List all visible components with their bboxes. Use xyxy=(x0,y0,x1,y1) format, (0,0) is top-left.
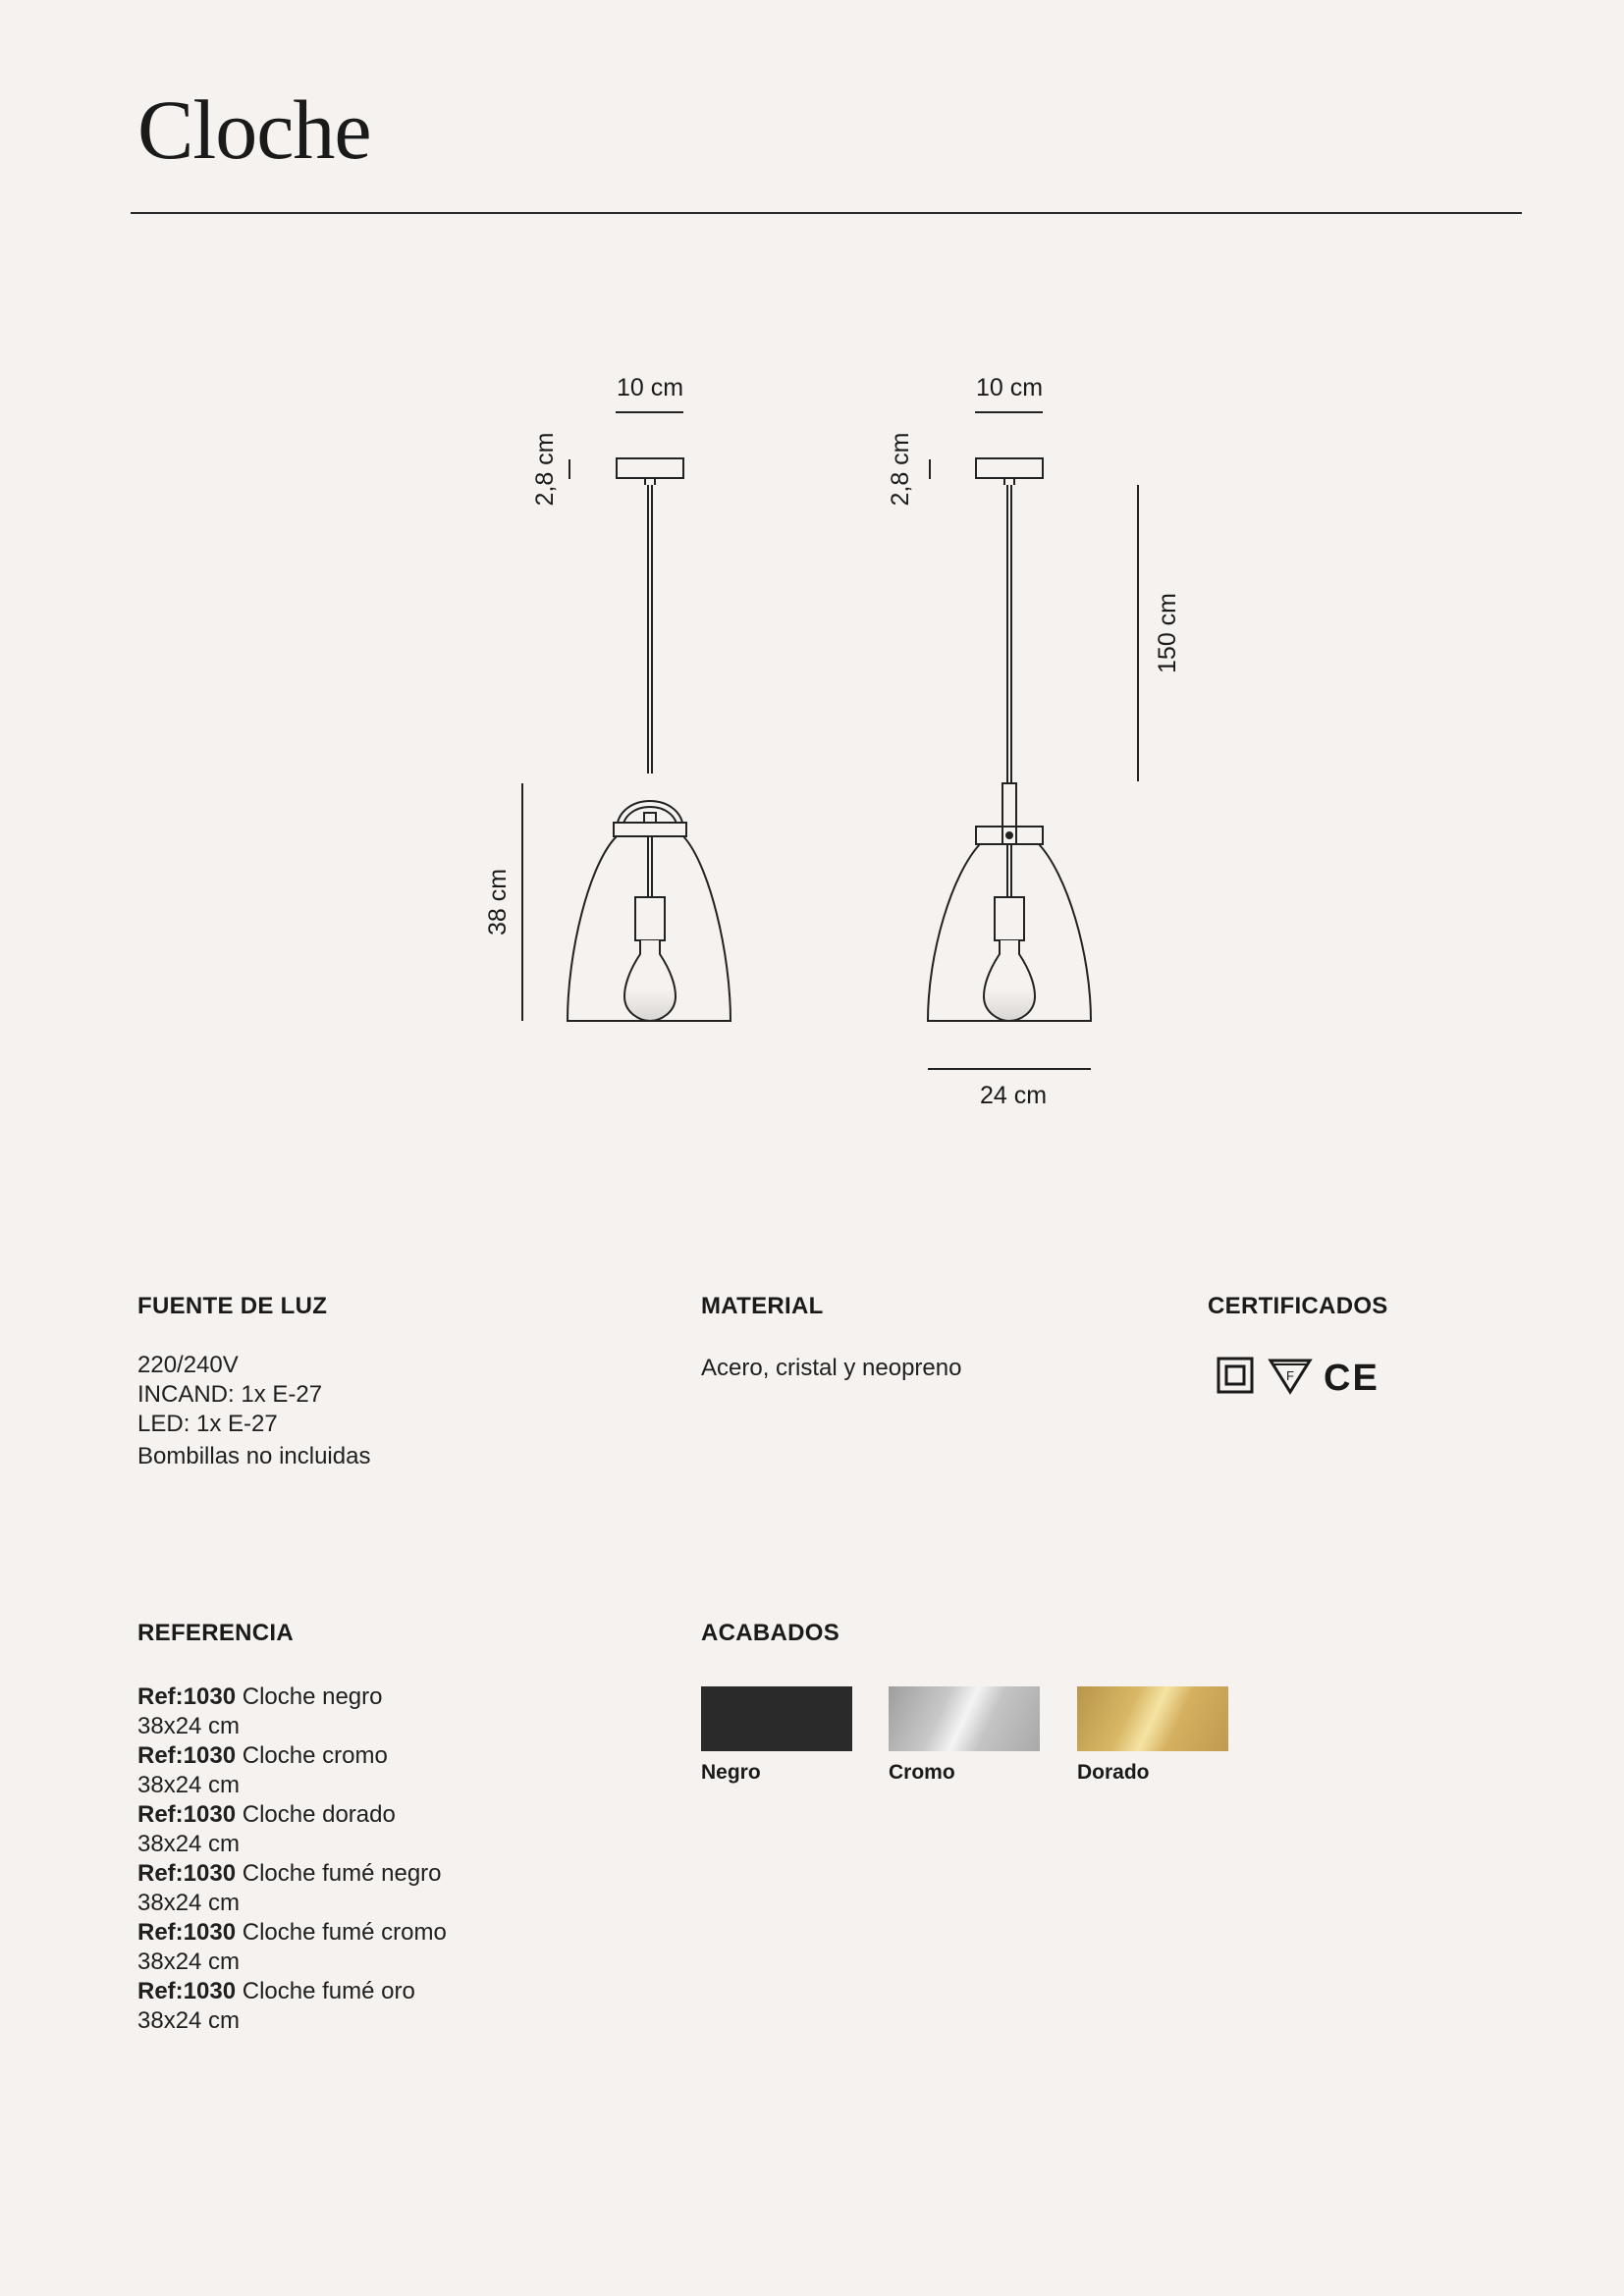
dim-shade-height: 38 cm xyxy=(484,868,512,936)
light-source-list xyxy=(137,1351,370,1471)
reference-item xyxy=(137,1918,447,1948)
reference-item xyxy=(137,1682,447,1712)
reference-size: 38x24 cm xyxy=(137,2007,241,2034)
reference-code: Ref:1030 xyxy=(137,1801,237,1828)
reference-item xyxy=(137,1800,447,1830)
reference-item xyxy=(137,1741,447,1771)
light-source-line: 220/240V xyxy=(137,1352,239,1378)
dim-left-width: 10 cm xyxy=(616,374,684,401)
reference-name: Cloche negro xyxy=(242,1683,383,1710)
light-source-line: LED: 1x E-27 xyxy=(137,1411,278,1437)
reference-name: Cloche fumé oro xyxy=(242,1978,415,2004)
finish-label-negro: Negro xyxy=(701,1761,761,1784)
finish-label-dorado: Dorado xyxy=(1077,1761,1150,1784)
finish-swatch-negro xyxy=(701,1686,852,1751)
reference-item xyxy=(137,1859,447,1889)
finish-swatch-dorado xyxy=(1077,1686,1228,1751)
reference-size: 38x24 cm xyxy=(137,1949,241,1975)
reference-name: Cloche dorado xyxy=(242,1801,396,1828)
reference-size: 38x24 cm xyxy=(137,1890,241,1916)
reference-item xyxy=(137,1977,447,2006)
page-title: Cloche xyxy=(137,82,371,177)
dim-cable-length: 150 cm xyxy=(1154,593,1181,673)
reference-code: Ref:1030 xyxy=(137,1683,237,1710)
material-text: Acero, cristal y neopreno xyxy=(701,1355,962,1381)
reference-heading: REFERENCIA xyxy=(137,1620,295,1646)
dim-left-canopy: 2,8 cm xyxy=(531,432,559,507)
light-source-line: INCAND: 1x E-27 xyxy=(137,1381,323,1408)
reference-code: Ref:1030 xyxy=(137,1978,237,2004)
certificates-heading: CERTIFICADOS xyxy=(1208,1293,1388,1319)
reference-size: 38x24 cm xyxy=(137,1831,241,1857)
dim-right-width: 10 cm xyxy=(975,374,1044,401)
material-heading: MATERIAL xyxy=(701,1293,824,1319)
ce-mark-icon: CE xyxy=(1324,1358,1380,1398)
reference-name: Cloche cromo xyxy=(242,1742,388,1769)
reference-code: Ref:1030 xyxy=(137,1860,237,1887)
reference-code: Ref:1030 xyxy=(137,1742,237,1769)
double-insulation-icon xyxy=(1218,1359,1252,1392)
finish-swatch-cromo xyxy=(889,1686,1040,1751)
dim-right-canopy: 2,8 cm xyxy=(887,432,914,507)
reference-size: 38x24 cm xyxy=(137,1713,241,1739)
dim-shade-diameter: 24 cm xyxy=(979,1082,1048,1109)
light-source-heading: FUENTE DE LUZ xyxy=(137,1293,328,1319)
finishes-heading: ACABADOS xyxy=(701,1620,840,1646)
lamp-side-view xyxy=(928,412,1138,1069)
finish-label-cromo: Cromo xyxy=(889,1761,955,1784)
f-mark-letter: F xyxy=(1286,1368,1294,1383)
reference-list xyxy=(137,1682,447,2036)
reference-name: Cloche fumé negro xyxy=(242,1860,442,1887)
reference-size: 38x24 cm xyxy=(137,1772,241,1798)
reference-name: Cloche fumé cromo xyxy=(242,1919,447,1946)
f-mark-icon xyxy=(1271,1361,1310,1392)
light-source-line: Bombillas no incluidas xyxy=(137,1443,371,1469)
reference-code: Ref:1030 xyxy=(137,1919,237,1946)
certificate-icons xyxy=(1216,1353,1387,1403)
